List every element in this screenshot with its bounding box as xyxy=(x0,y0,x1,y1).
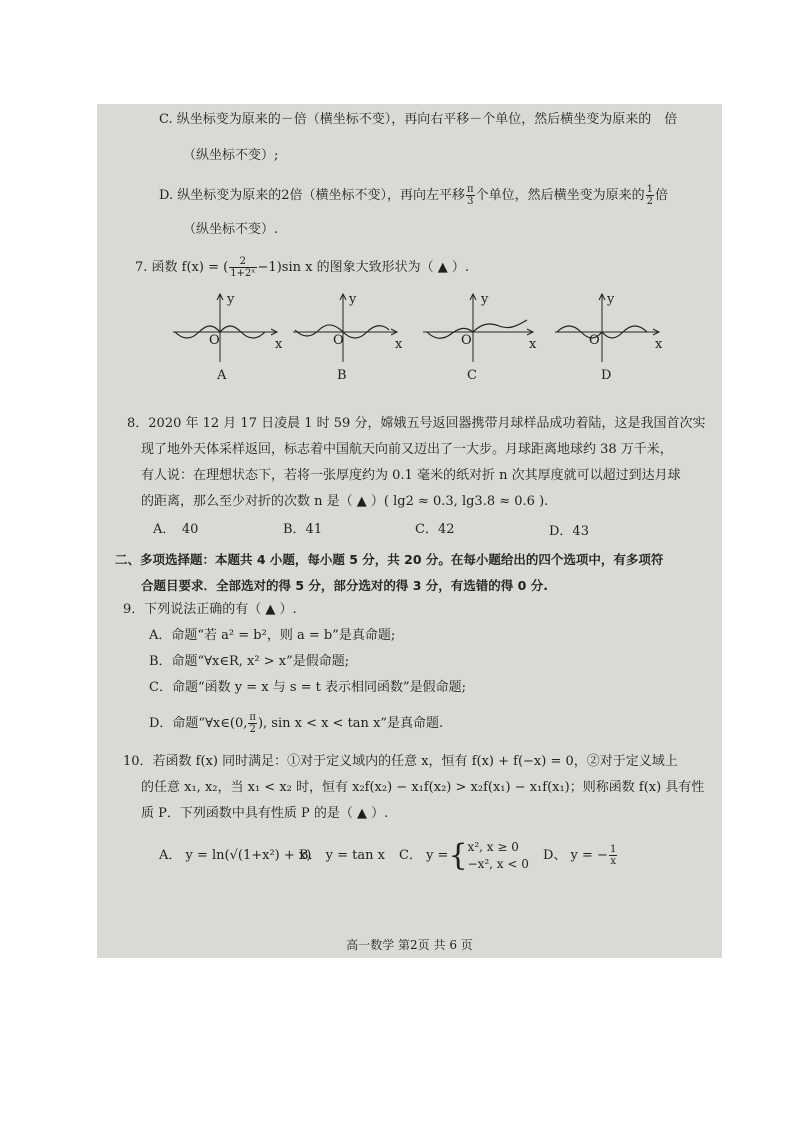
q10-line2: 的任意 x₁, x₂，当 x₁ < x₂ 时，恒有 x₂f(x₂) − x₁f(x₂) > x₂f(x₁) − x₁f(x₁)；则称函数 f(x) 具有性 xyxy=(141,780,705,795)
graph-c-label: C xyxy=(467,368,477,383)
q8-option-a: A． 40 xyxy=(153,522,199,537)
q8-option-b: B．41 xyxy=(283,522,323,537)
q8-option-c: C．42 xyxy=(415,522,455,537)
q10-option-a: A． y = ln(√(1+x²) + x) xyxy=(159,848,312,863)
q10-line1: 10．若函数 f(x) 同时满足：①对于定义域内的任意 x，恒有 f(x) + f(−x) = 0，②对于定义域上 xyxy=(123,754,678,769)
fraction-one-over-x: $\frac{1}{x}$ xyxy=(609,844,617,867)
q9-option-a: A．命题“若 a² = b²，则 a = b”是真命题; xyxy=(149,628,396,643)
q10-line3: 质 P．下列函数中具有性质 P 的是（ ▲ ）. xyxy=(141,806,389,821)
q8-line3: 有人说：在理想状态下，若将一张厚度约为 0.1 毫米的纸对折 n 次其厚度就可以超过到达月球 xyxy=(141,468,681,483)
graph-a-origin-label: O xyxy=(209,333,220,348)
graph-b-y-label: y xyxy=(349,292,357,307)
section-2-heading-line2: 合题目要求．全部选对的得 5 分，部分选对的得 3 分，有选错的得 0 分. xyxy=(141,578,548,593)
graph-c-y-label: y xyxy=(481,292,489,307)
q10-option-b: B． y = tan x xyxy=(299,848,385,863)
q9-option-b: B．命题“∀x∈R, x² > x”是假命题; xyxy=(149,654,350,669)
q8-line4: 的距离，那么至少对折的次数 n 是（ ▲ ）( lg2 ≈ 0.3, lg3.8 ≈ 0.6 ). xyxy=(141,494,549,509)
piecewise-cases: x², x ≥ 0 −x², x < 0 xyxy=(467,839,529,871)
exam-page xyxy=(97,104,722,958)
graph-a-x-label: x xyxy=(275,337,283,352)
graph-a-y-label: y xyxy=(227,292,235,307)
graph-b-x-label: x xyxy=(395,337,403,352)
graph-b-label: B xyxy=(337,368,347,383)
fraction-one-half: $\frac{1}{2}$ xyxy=(646,184,653,207)
q9-option-d: D．命题“∀x∈(0, $\frac{\pi}{2}$ ), sin x < x < tan x”是真命题. xyxy=(149,712,444,735)
page-footer: 高一数学 第2页 共 6 页 xyxy=(346,938,473,952)
graph-c-x-label: x xyxy=(529,337,537,352)
fraction-pi-over-2: $\frac{\pi}{2}$ xyxy=(249,712,256,735)
q6-option-c-line1: C. 纵坐标变为原来的－倍（横坐标不变），再向右平移－个单位，然后横坐变为原来的 倍 xyxy=(159,112,678,127)
q10-option-d: D、 y = − $\frac{1}{x}$ xyxy=(543,844,617,867)
fraction-pi-over-3: $\frac{\pi}{3}$ xyxy=(467,184,474,207)
q6-option-c-line2: （纵坐标不变）; xyxy=(183,148,279,163)
q10-option-c: C． y ={ x², x ≥ 0 −x², x < 0 xyxy=(399,837,529,873)
q9-stem: 9．下列说法正确的有（ ▲ ）. xyxy=(123,602,297,617)
q8-line2: 现了地外天体采样返回，标志着中国航天向前又迈出了一大步。月球距离地球约 38 万千米， xyxy=(141,442,673,457)
fraction-2-over-1-plus-2x: $\frac{2}{\text{1+2ˣ}}$ xyxy=(230,256,256,279)
q6-option-d-line1: D. 纵坐标变为原来的2倍（横坐标不变），再向左平移 $\frac{\pi}{3}$ 个单位，然后横坐变为原来的 $\frac{1}{2}$ 倍 xyxy=(159,184,668,207)
q8-option-d: D．43 xyxy=(549,524,589,539)
graph-c-origin-label: O xyxy=(461,333,472,348)
section-2-heading-line1: 二、多项选择题：本题共 4 小题，每小题 5 分，共 20 分。在每小题给出的四个选项中，有多项符 xyxy=(115,552,664,567)
q8-line1: 8．2020 年 12 月 17 日凌晨 1 时 59 分，嫦娥五号返回器携带月球样品成功着陆，这是我国首次实 xyxy=(127,416,706,431)
graph-b xyxy=(293,292,403,368)
q6-option-d-line2: （纵坐标不变）. xyxy=(183,222,279,237)
graph-a-label: A xyxy=(217,368,227,383)
q9-option-c: C．命题“函数 y = x 与 s = t 表示相同函数”是假命题; xyxy=(149,680,467,695)
q7-stem: 7. 函数 f(x) = ( $\frac{2}{\text{1+2ˣ}}$ −1)sin x 的图象大致形状为（ ▲ ）. xyxy=(135,256,469,279)
graph-d-x-label: x xyxy=(655,337,663,352)
graph-d-y-label: y xyxy=(607,292,615,307)
graph-d-label: D xyxy=(601,368,612,383)
graph-d-origin-label: O xyxy=(589,333,600,348)
left-brace: { xyxy=(448,837,468,873)
graph-b-origin-label: O xyxy=(333,333,344,348)
